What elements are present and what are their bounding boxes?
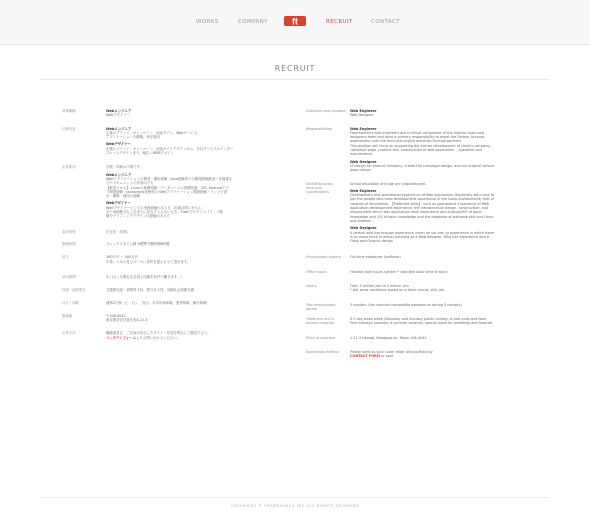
row-label: 勤務地 (62, 313, 73, 318)
row-value-line: maintenance. (350, 152, 374, 157)
row-label: Collection and updated (306, 109, 346, 113)
row-value-line: 4-5 day week week (Saturday and Sunday) public holiday, a year-ends and New (350, 316, 486, 321)
row-value-line: Flash and Graphic design (350, 239, 393, 244)
row-label: 雇用形態 (62, 229, 76, 234)
info-row (62, 127, 312, 156)
row-value-line: Year holidays vacation, a summer vacation, special leave for weddings and funerals (350, 321, 493, 326)
row-value (350, 303, 556, 307)
info-row (62, 275, 312, 279)
row-value-line: School education and age are unquestioned. (350, 181, 426, 186)
row-label: Employment system (306, 255, 341, 260)
nav-works[interactable]: WORKS (196, 19, 219, 25)
japanese-column (62, 109, 312, 348)
row-value-line: Development and operational experience of Web application (Especially we'd love to (350, 193, 495, 198)
row-value (106, 109, 312, 118)
site-logo[interactable] (284, 13, 306, 27)
row-value (106, 230, 312, 234)
row-value (350, 317, 556, 326)
row-value (106, 255, 312, 264)
row-value-line: A person who has enough experience (even do not are) or experience in which there (350, 230, 495, 235)
row-value-line: 企業のブランド、キャンペーン、商品サイトデザインから、自社サービスのインター (106, 146, 234, 151)
row-value-heading: Web Designer (350, 226, 377, 231)
row-value-line: or post (380, 354, 393, 359)
row-label: 仕事内容 (62, 126, 76, 131)
row-value (106, 127, 312, 156)
row-value-line: 験やグラフィックデザインの経験がある方 (106, 214, 170, 219)
row-value-heading: Webエンジニア (106, 172, 132, 177)
row-value-line: employment which was application work experience and Android/iOS of basic (350, 210, 482, 215)
row-value-line: 正社員（年俸） (106, 229, 130, 234)
row-value (106, 331, 312, 340)
row-label: Office hours (306, 269, 327, 274)
row-value-line: 300万円 ～ 500万円 (106, 255, 139, 260)
row-value-line: knowledge and iOS of basic knowledge and the database of welcome skill and Linux, (350, 214, 495, 219)
row-label: 給与 (62, 255, 69, 260)
copyright: COPYRIGHT © FRAMELUNCH INC ALL RIGHTS RESERVED (230, 504, 360, 508)
row-label: 勤務時間 (62, 241, 76, 246)
site-header (0, 0, 590, 45)
row-label: Responsibilities (306, 126, 333, 131)
row-value-line: organization with the technical engine activities through partners (350, 139, 462, 144)
row-value-heading: Web Engineer (350, 126, 377, 131)
info-row (62, 165, 312, 218)
row-value-line: 計・構築・運用の経験 (106, 194, 140, 199)
row-value-heading: Webデザイナー (106, 201, 132, 206)
row-value-line: フレックスタイム制 ※標準労働時間8時間 (106, 241, 170, 246)
row-value (350, 182, 556, 244)
row-label: 応募要項 (62, 165, 76, 170)
footer-divider (40, 497, 550, 498)
row-label: Place of business (306, 335, 336, 340)
row-value-line: Webデザイナー (106, 113, 131, 118)
row-value-line: Please send us your cover letter and portfolio by (350, 349, 433, 354)
row-label: Application method (306, 349, 340, 354)
row-label: Trial employment period (306, 302, 336, 311)
english-column (306, 109, 556, 366)
row-value (350, 284, 556, 293)
row-value-line: Web Designer (350, 113, 374, 118)
row-value-line: また何個株式もこれまでに担当する人もいる方、Flashでのクリエイティブ経 (106, 210, 224, 215)
row-label: 休日・休暇 (62, 301, 79, 306)
info-row (306, 284, 556, 293)
row-value-line: どのドキュメントの作成の方も (106, 181, 154, 186)
row-value-line: is an experience in actual business as a Web designer. Who has experience about (350, 234, 489, 239)
row-label: Salary (306, 284, 317, 289)
info-row (62, 109, 312, 118)
row-value-line: 企業のブランド、キャンペーン、商品サイト、Webサービス、 (106, 130, 201, 135)
row-value-line: 1-21-3 Hanagi, Setagaya-ku, Tokyo 106-0042 (350, 335, 427, 340)
row-value-line: join the people who have development experience in the Lamp environment) Skill of (350, 197, 494, 202)
row-label: 待遇・福利厚生 (62, 288, 86, 293)
row-label: Treatment and a welfare program (306, 316, 335, 326)
row-value-line: campaign page, product site, construction of web application, , operation and (350, 148, 483, 153)
row-value-line: 週休2日制（土・日）、祝日、年末年始休暇、夏季休暇、慶弔休暇 (106, 301, 207, 306)
row-value (350, 350, 556, 359)
info-row (62, 255, 312, 264)
row-value-line: Flexible work hours system * standard labor time 8 hours (350, 269, 448, 274)
nav-contact[interactable]: CONTACT (371, 19, 400, 25)
contact-form-link[interactable]: コンタクトフォーム (106, 335, 137, 340)
row-value-heading: Webエンジニア (106, 126, 132, 131)
nav-recruit[interactable]: RECRUIT (326, 19, 353, 25)
row-value-line: リ開発経験・javascript(非使用)とWebアプリケーション開発経験・インフラ設 (106, 189, 228, 194)
row-value (106, 242, 312, 246)
row-label: Skills/Education minimum Qualifications (306, 181, 333, 195)
title-divider (40, 79, 550, 80)
row-value-heading: Web Engineer (350, 188, 377, 193)
info-row (62, 331, 312, 340)
row-value-line: 交通費支給・資格等 1回、賞与年 1回、各種社会保険完備 (106, 288, 194, 293)
row-value-line: 【歓迎スキル】 Linuxの基礎知識・データベースの基礎知識・iOS, Androidアプ (106, 185, 229, 190)
row-value-line: Frameworks's web engineers are a critical component of the director team and (350, 130, 485, 135)
info-row (306, 317, 556, 326)
row-value-line: and Android (350, 218, 371, 223)
svg-text:ft: ft (292, 16, 298, 27)
row-value-line: This position will focus on supporting the further development of client's company, (350, 143, 491, 148)
row-value (350, 336, 556, 340)
info-row (62, 288, 312, 292)
row-value (350, 270, 556, 274)
info-row (62, 242, 312, 246)
info-row (306, 255, 556, 259)
info-row (62, 230, 312, 234)
row-value-line: フェースデザインまで、幅広くWEBデザイン (106, 151, 174, 156)
contact-form-link[interactable]: CONTACT FORM (350, 354, 381, 359)
row-value-line: designers team and have a primary responsibility to assist the Partner Account (350, 135, 485, 140)
row-value-line: creation of documents, 【Preferred skills】 such as operational Experience of Web (350, 201, 490, 206)
row-value-heading: Webデザイナー (106, 142, 132, 147)
row-value (106, 314, 312, 323)
row-label: 試用期間 (62, 274, 76, 279)
info-row (62, 314, 312, 323)
row-value (350, 127, 556, 173)
row-value-line: アプリケーションの構築、保守運用 (106, 135, 160, 140)
row-value-line: 3 months. (the contract compatible between as during 3 months.) (350, 302, 463, 307)
row-value (106, 275, 312, 279)
info-row (306, 336, 556, 340)
row-value-line: page design (350, 168, 371, 173)
page-title: RECRUIT (274, 64, 316, 73)
row-value-line: Webデザイナーとしての実務経験のある方（年数は問いません） (106, 205, 205, 210)
row-value-line: From 3 million yen to 5 million yen (350, 284, 409, 289)
row-value-line: application development experience, the infrastructure design, construction, and (350, 206, 489, 211)
row-value-line: 年俸。スキル及びペースに条件を提示させて頂きます。 (106, 259, 191, 264)
row-value-line: 学歴・年齢は不問です。 (106, 165, 144, 170)
info-row (306, 182, 556, 244)
info-row (306, 270, 556, 274)
nav-company[interactable]: COMPANY (238, 19, 268, 25)
row-value-heading: Web Designer (350, 159, 377, 164)
row-value-line: * will show conditions based on a track record, skill, etc. (350, 288, 446, 293)
row-value-line: よりお問い合わせください。 (136, 335, 181, 340)
info-row (306, 350, 556, 359)
row-value (106, 301, 312, 305)
row-label: 募集職種 (62, 109, 76, 113)
row-value-heading: Webエンジニア (106, 109, 132, 113)
row-value (350, 255, 556, 259)
row-value-line: 3ヶ月(この間も正社員と同様を条件で働きます。) (106, 274, 182, 279)
row-value-heading: Web Engineer (350, 109, 377, 113)
row-value-line: 履歴書及び、ご自身が担当したサイト・作品を弊社にご郵送下さい。 (106, 331, 211, 336)
info-row (306, 127, 556, 173)
row-value (106, 165, 312, 218)
logo-icon (284, 14, 306, 28)
row-label: 応募方法 (62, 331, 76, 336)
row-value (106, 288, 312, 292)
info-row (306, 302, 556, 311)
info-row (306, 109, 556, 118)
row-value (350, 109, 556, 118)
row-value-line: UI design for product company, create the campaign design, and our original service (350, 163, 495, 168)
row-value-line: Full-time employee (halfbase) (350, 255, 401, 260)
row-value-line: 東京都渋谷区恵比寿4-21-3 (106, 318, 148, 323)
row-value-line: 〒106-0042 (106, 313, 126, 318)
row-value-line: Webアプリケーションの開発・運用経験（Java経験者での開発経験歓迎）仕様書な (106, 176, 233, 181)
info-row (62, 301, 312, 305)
